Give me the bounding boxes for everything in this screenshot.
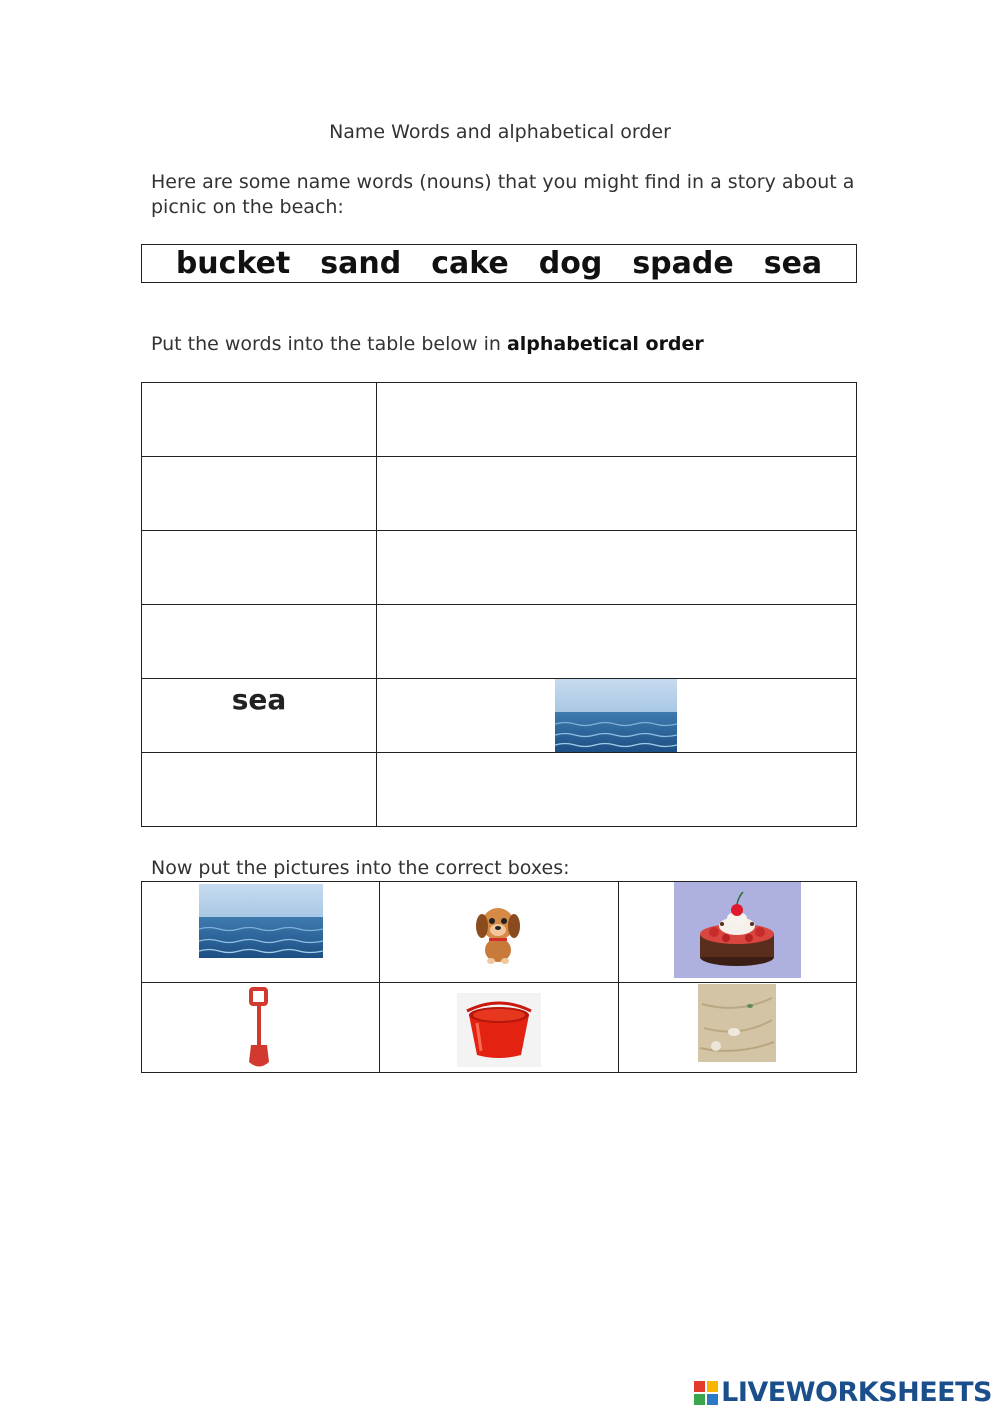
brand-name: LIVEWORKSHEETS [721, 1377, 992, 1408]
instruction-bold: alphabetical order [506, 333, 704, 355]
instruction-text-2: Now put the pictures into the correct boxes: [151, 857, 570, 879]
picture-drop-cell[interactable] [377, 457, 857, 531]
table-row [142, 605, 857, 679]
table-row [142, 457, 857, 531]
picture-cell [380, 983, 618, 1073]
cake-image-draggable[interactable] [674, 882, 801, 978]
word-drop-cell[interactable] [142, 753, 377, 827]
word-cell-sea [142, 679, 377, 753]
alphabetical-order-table [141, 382, 857, 827]
picture-cell [142, 882, 380, 983]
word-bank-item: cake [431, 246, 509, 281]
word-bank-item: spade [632, 246, 734, 281]
picture-drop-cell[interactable] [377, 531, 857, 605]
word-bank-item: sand [320, 246, 402, 281]
word-bank-item: dog [538, 246, 603, 281]
dog-image-draggable[interactable] [468, 900, 528, 966]
word-drop-cell[interactable] [142, 457, 377, 531]
brand-logo [694, 1377, 992, 1408]
picture-cell [380, 882, 618, 983]
picture-cell-sea [377, 679, 857, 753]
word-sea: sea [231, 683, 287, 716]
word-drop-cell[interactable] [142, 531, 377, 605]
word-drop-cell[interactable] [142, 605, 377, 679]
brand-logo-icon [694, 1381, 718, 1405]
table-row [142, 882, 857, 983]
intro-text: Here are some name words (nouns) that you might find in a story about a picnic on the beach: [151, 171, 855, 218]
table-row [142, 983, 857, 1073]
spade-image-draggable[interactable] [248, 987, 274, 1071]
instruction-text [151, 333, 704, 355]
table-row [142, 753, 857, 827]
sand-image-draggable[interactable] [698, 984, 776, 1062]
word-bank [141, 244, 857, 283]
table-row [142, 531, 857, 605]
worksheet-title: Name Words and alphabetical order [329, 121, 671, 143]
sea-photo-draggable[interactable] [199, 884, 323, 958]
instruction-prefix: Put the words into the table below in [151, 333, 507, 355]
word-drop-cell[interactable] [142, 383, 377, 457]
picture-cell [618, 882, 856, 983]
picture-drop-cell[interactable] [377, 605, 857, 679]
bucket-image-draggable[interactable] [457, 993, 541, 1067]
picture-bank-table [141, 881, 857, 1073]
word-bank-item: sea [763, 246, 823, 281]
picture-cell [618, 983, 856, 1073]
sea-photo-image [555, 679, 677, 752]
picture-drop-cell[interactable] [377, 753, 857, 827]
word-bank-item: bucket [175, 246, 291, 281]
picture-cell [142, 983, 380, 1073]
table-row [142, 383, 857, 457]
table-row [142, 679, 857, 753]
picture-drop-cell[interactable] [377, 383, 857, 457]
